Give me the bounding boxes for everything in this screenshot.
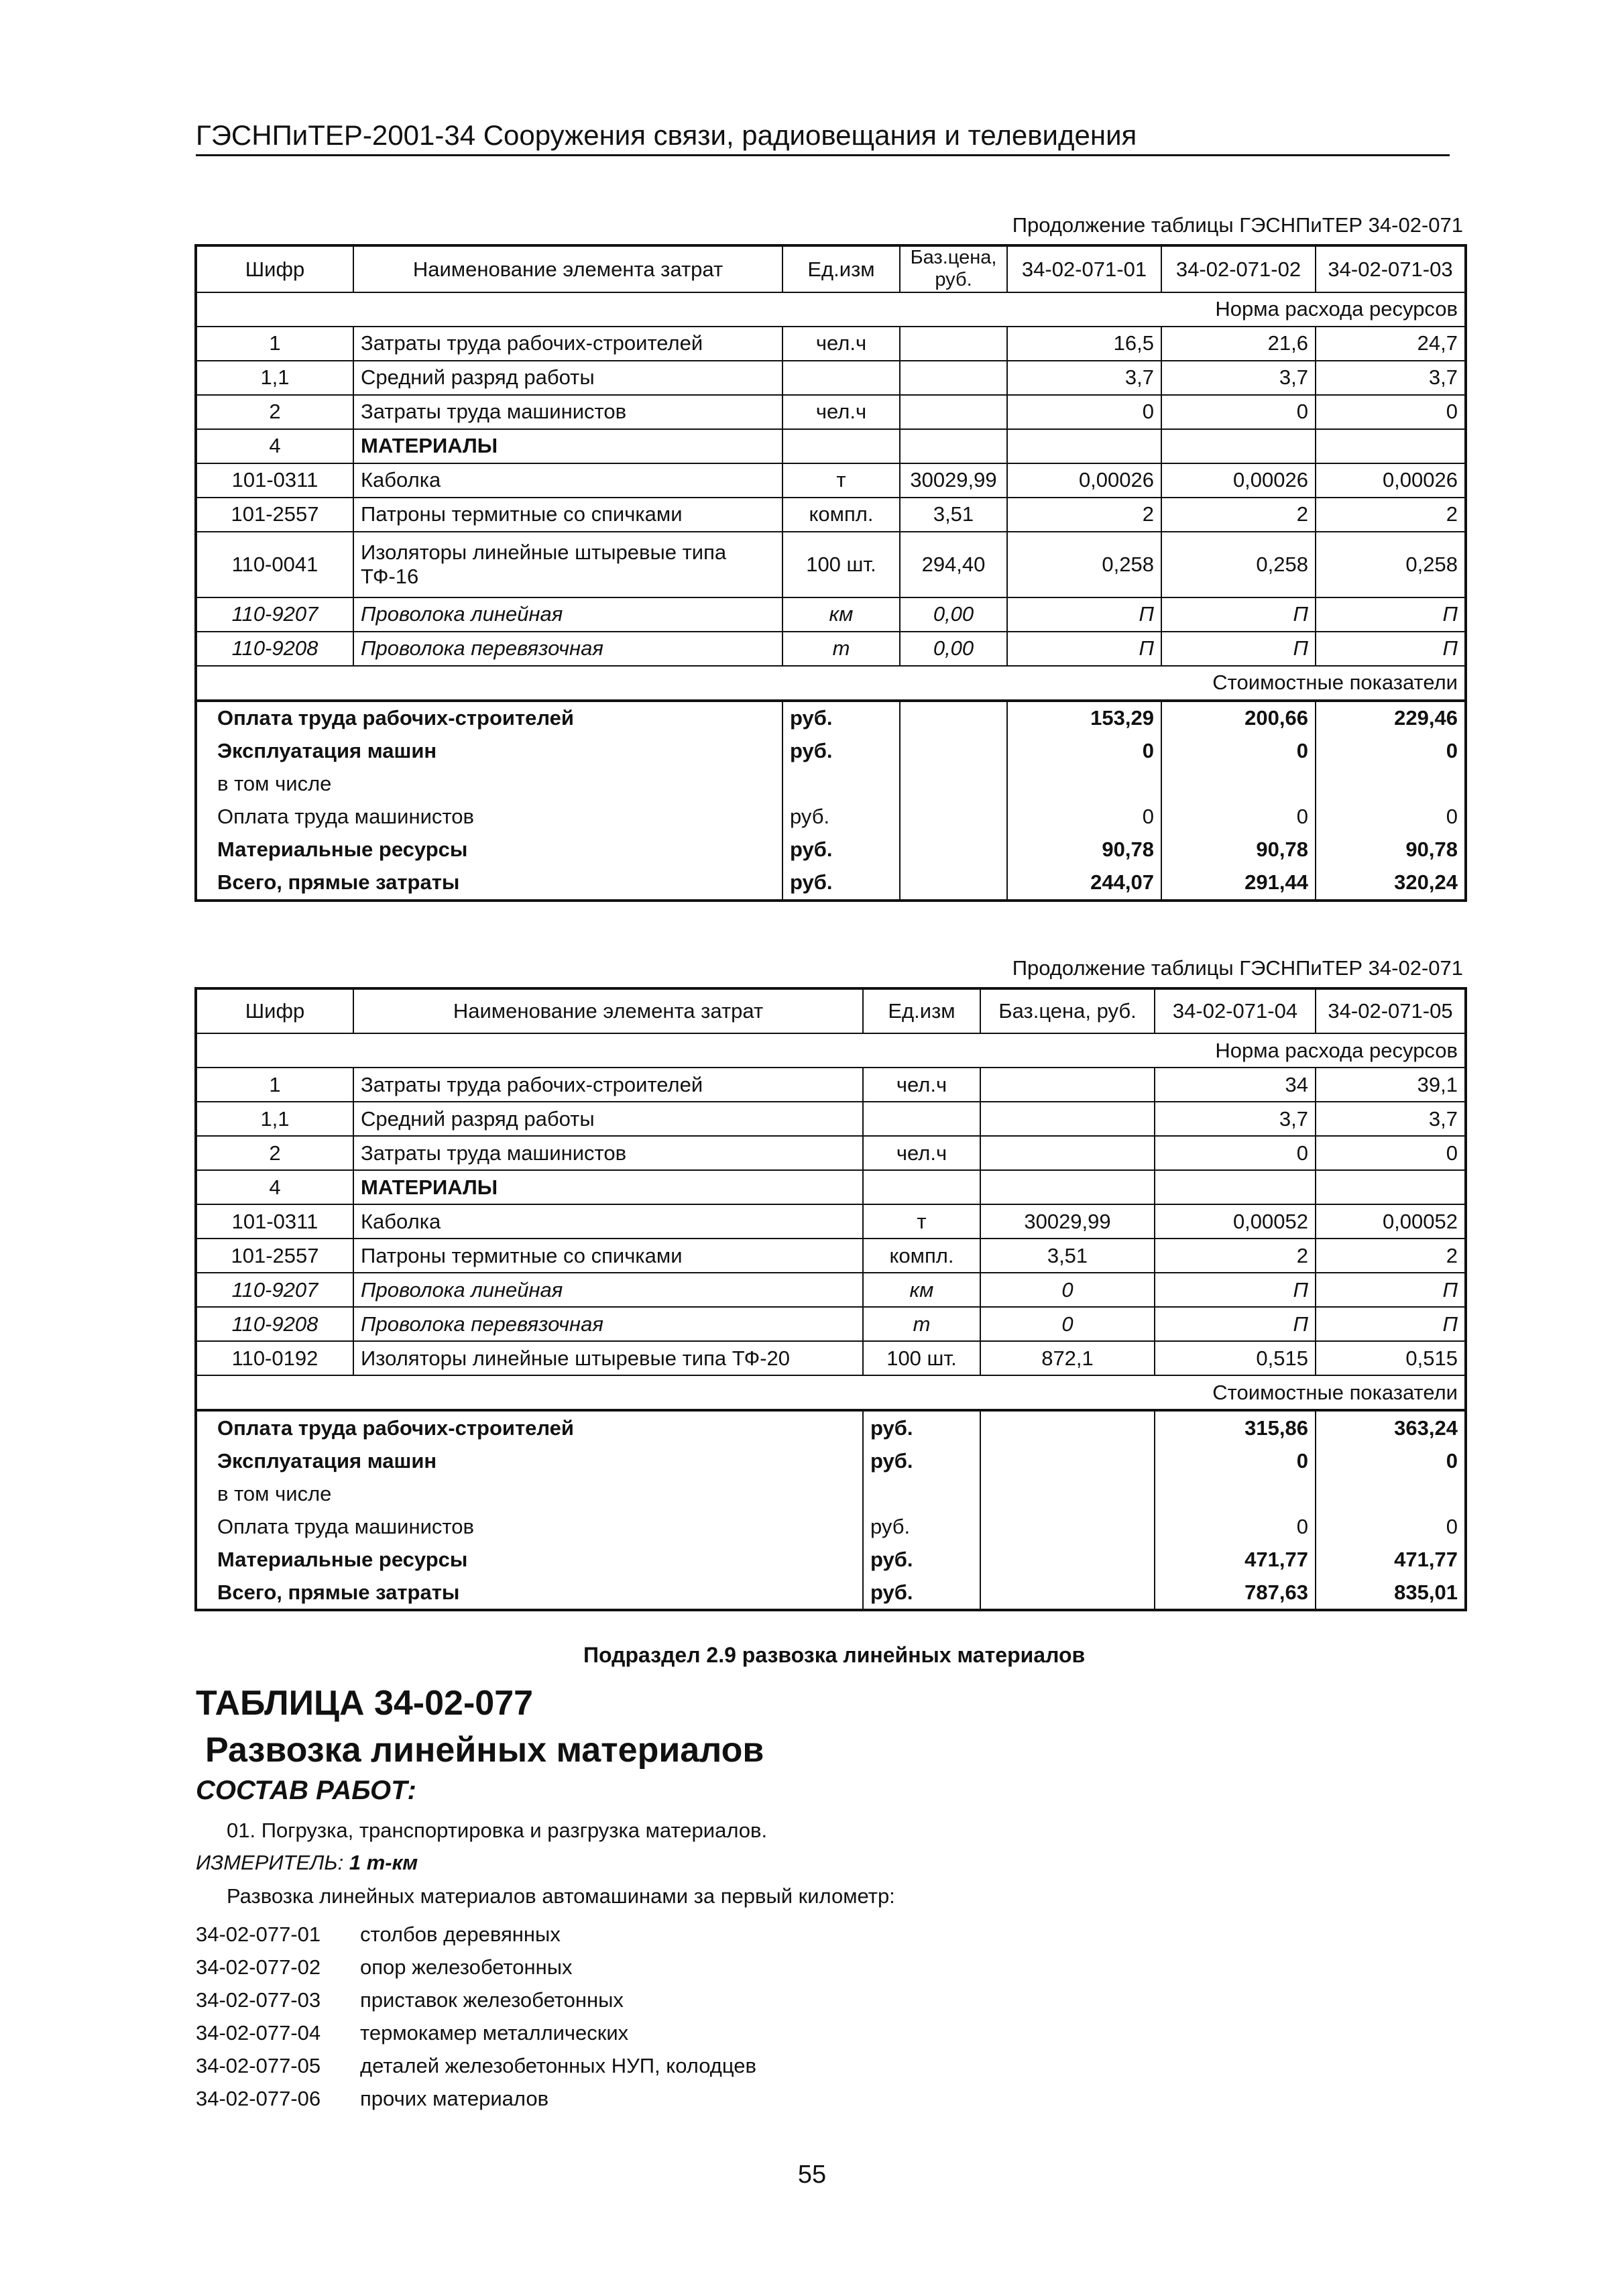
table-name-heading: Развозка линейных материалов (205, 1731, 764, 1770)
summary-value: 90,78 (1316, 834, 1466, 866)
list-item (196, 2016, 756, 2049)
table-row (196, 1068, 1466, 1102)
item-desc: опор железобетонных (360, 1955, 573, 1979)
summary-unit: руб. (782, 834, 900, 866)
summary-row (196, 768, 1466, 801)
row-value (1316, 429, 1466, 463)
row-name: Патроны термитные со спичками (353, 498, 782, 532)
table-id-heading: ТАБЛИЦА 34-02-077 (196, 1684, 534, 1723)
summary-name: Материальные ресурсы (217, 1547, 468, 1571)
summary-name: Оплата труда машинистов (217, 805, 474, 829)
row-value: 3,7 (1316, 361, 1466, 395)
row-value: 39,1 (1316, 1068, 1466, 1102)
row-unit: т (863, 1204, 980, 1239)
row-value: 3,7 (1161, 361, 1316, 395)
list-item (196, 2082, 756, 2115)
row-unit (782, 429, 900, 463)
row-code: 2 (196, 1136, 353, 1170)
row-code: 1,1 (196, 1102, 353, 1136)
item-desc: приставок железобетонных (360, 1988, 624, 2012)
summary-row (196, 866, 1466, 901)
table2-header-name: Наименование элемента затрат (353, 988, 863, 1033)
summary-price (900, 701, 1007, 735)
summary-value (1316, 768, 1466, 801)
summary-value: 229,46 (1316, 701, 1466, 735)
row-code: 1 (196, 1068, 353, 1102)
row-value: 2 (1316, 498, 1466, 532)
row-name: Проволока перевязочная (353, 1307, 863, 1341)
summary-value: 0 (1155, 1510, 1316, 1543)
table1-header-row (196, 245, 1466, 292)
summary-unit: руб. (782, 701, 900, 735)
row-code: 110-9207 (196, 597, 353, 632)
summary-value: 315,86 (1155, 1410, 1316, 1444)
row-name: Проволока перевязочная (353, 632, 782, 666)
row-value: 2 (1007, 498, 1161, 532)
summary-value (1161, 768, 1316, 801)
summary-price (900, 834, 1007, 866)
table2-header-row (196, 988, 1466, 1033)
row-code: 4 (196, 429, 353, 463)
summary-value: 471,77 (1316, 1543, 1466, 1576)
row-value: 0,00052 (1155, 1204, 1316, 1239)
summary-value: 0 (1155, 1444, 1316, 1477)
item-desc: столбов деревянных (360, 1922, 561, 1946)
row-code: 101-2557 (196, 1239, 353, 1273)
table1-caption: Продолжение таблицы ГЭСНПиТЕР 34-02-071 (1012, 213, 1463, 237)
row-unit: т (782, 632, 900, 666)
summary-name: Оплата труда рабочих-строителей (196, 1410, 863, 1444)
list-item (196, 1951, 756, 1984)
summary-name: Эксплуатация машин (217, 1448, 437, 1473)
table-row (196, 1307, 1466, 1341)
table-row (196, 1341, 1466, 1375)
summary-value: 363,24 (1316, 1410, 1466, 1444)
row-value: 34 (1155, 1068, 1316, 1102)
summary-unit: руб. (863, 1444, 980, 1477)
item-desc: прочих материалов (360, 2086, 549, 2110)
row-value: 0 (1161, 395, 1316, 429)
works-label: СОСТАВ РАБОТ: (196, 1776, 416, 1805)
summary-name: Материальные ресурсы (217, 838, 468, 862)
row-name: Изоляторы линейные штыревые типа ТФ-20 (353, 1341, 863, 1375)
summary-price (980, 1510, 1155, 1543)
row-unit: чел.ч (782, 395, 900, 429)
row-unit: чел.ч (863, 1136, 980, 1170)
table1-header-code: Шифр (196, 245, 353, 292)
row-name: Проволока линейная (353, 597, 782, 632)
row-name: МАТЕРИАЛЫ (353, 429, 782, 463)
row-code: 101-0311 (196, 1204, 353, 1239)
row-value (1155, 1170, 1316, 1204)
row-value: 21,6 (1161, 327, 1316, 361)
summary-row (196, 1510, 1466, 1543)
summary-unit: руб. (863, 1410, 980, 1444)
summary-row (196, 1410, 1466, 1444)
table1 (194, 244, 1467, 902)
row-value: 0,00026 (1161, 463, 1316, 498)
row-value: 0,515 (1316, 1341, 1466, 1375)
row-price (900, 429, 1007, 463)
row-value: 0 (1155, 1136, 1316, 1170)
summary-price (900, 866, 1007, 901)
row-name: МАТЕРИАЛЫ (353, 1170, 863, 1204)
row-price: 3,51 (980, 1239, 1155, 1273)
section-label: Норма расхода ресурсов (196, 1033, 1466, 1068)
row-price: 0,00 (900, 597, 1007, 632)
summary-unit: руб. (782, 801, 900, 834)
row-unit (863, 1170, 980, 1204)
row-name: Затраты труда рабочих-строителей (353, 1068, 863, 1102)
row-value: 0,258 (1007, 532, 1161, 597)
row-name: Изоляторы линейные штыревые типа ТФ-16 (353, 532, 782, 597)
row-name: Средний разряд работы (353, 1102, 863, 1136)
table1-section-norm (196, 292, 1466, 327)
row-value: П (1155, 1273, 1316, 1307)
summary-value (1316, 1477, 1466, 1510)
row-value: 3,7 (1007, 361, 1161, 395)
row-value: П (1161, 597, 1316, 632)
item-desc: деталей железобетонных НУП, колодцев (360, 2053, 756, 2077)
table-row (196, 1102, 1466, 1136)
row-unit: т (863, 1307, 980, 1341)
table-row (196, 1204, 1466, 1239)
summary-row (196, 1477, 1466, 1510)
table2-header-code: Шифр (196, 988, 353, 1033)
summary-value: 0 (1316, 801, 1466, 834)
row-price (900, 395, 1007, 429)
row-price (900, 327, 1007, 361)
row-unit (863, 1102, 980, 1136)
row-value: П (1155, 1307, 1316, 1341)
table-row (196, 463, 1466, 498)
summary-value: 0 (1161, 735, 1316, 768)
section-label: Стоимостные показатели (196, 666, 1466, 701)
summary-row (196, 801, 1466, 834)
row-value: 0 (1007, 395, 1161, 429)
section-label: Стоимостные показатели (196, 1375, 1466, 1410)
summary-price (980, 1477, 1155, 1510)
row-unit: 100 шт. (863, 1341, 980, 1375)
summary-value: 200,66 (1161, 701, 1316, 735)
row-code: 110-0192 (196, 1341, 353, 1375)
summary-name: Оплата труда рабочих-строителей (196, 701, 782, 735)
intro-text: Развозка линейных материалов автомашинами за первый километр: (227, 1884, 895, 1908)
summary-value: 291,44 (1161, 866, 1316, 901)
summary-value: 0 (1161, 801, 1316, 834)
row-name: Средний разряд работы (353, 361, 782, 395)
row-value: 2 (1155, 1239, 1316, 1273)
table2-header-col2: 34-02-071-05 (1316, 988, 1466, 1033)
summary-unit (782, 768, 900, 801)
table-row (196, 597, 1466, 632)
summary-unit: руб. (863, 1543, 980, 1576)
summary-row (196, 701, 1466, 735)
table1-header-col3: 34-02-071-03 (1316, 245, 1466, 292)
summary-value: 320,24 (1316, 866, 1466, 901)
summary-name: Эксплуатация машин (217, 739, 437, 763)
summary-value: 90,78 (1161, 834, 1316, 866)
item-code: 34-02-077-06 (196, 2086, 321, 2110)
row-value: 0,258 (1316, 532, 1466, 597)
subsection-heading: Подраздел 2.9 развозка линейных материалов (583, 1643, 1086, 1667)
summary-unit: руб. (863, 1576, 980, 1610)
table-row (196, 1136, 1466, 1170)
row-value: 0,00052 (1316, 1204, 1466, 1239)
summary-price (980, 1444, 1155, 1477)
summary-value: 0 (1316, 735, 1466, 768)
table-row (196, 1273, 1466, 1307)
row-name: Каболка (353, 463, 782, 498)
row-unit: чел.ч (863, 1068, 980, 1102)
summary-row (196, 735, 1466, 768)
table2-section-norm (196, 1033, 1466, 1068)
table2 (194, 987, 1467, 1611)
summary-name: Всего, прямые затраты (217, 870, 460, 895)
row-value: 0,258 (1161, 532, 1316, 597)
row-code: 110-9208 (196, 1307, 353, 1341)
row-value: П (1316, 1307, 1466, 1341)
row-value: 2 (1161, 498, 1316, 532)
row-name: Патроны термитные со спичками (353, 1239, 863, 1273)
meter-label: ИЗМЕРИТЕЛЬ: (196, 1851, 344, 1874)
table1-header-name: Наименование элемента затрат (353, 245, 782, 292)
summary-price (980, 1543, 1155, 1576)
row-price: 872,1 (980, 1341, 1155, 1375)
row-code: 101-0311 (196, 463, 353, 498)
row-code: 2 (196, 395, 353, 429)
table2-caption: Продолжение таблицы ГЭСНПиТЕР 34-02-071 (1012, 956, 1463, 980)
row-value (1316, 1170, 1466, 1204)
row-value: 0,00026 (1007, 463, 1161, 498)
row-value: 0 (1316, 395, 1466, 429)
summary-price (900, 735, 1007, 768)
summary-value (1155, 1477, 1316, 1510)
row-unit: чел.ч (782, 327, 900, 361)
row-value: П (1007, 597, 1161, 632)
summary-value: 0 (1316, 1510, 1466, 1543)
summary-value: 787,63 (1155, 1576, 1316, 1610)
summary-name: в том числе (217, 1481, 332, 1505)
summary-row (196, 1543, 1466, 1576)
summary-value: 90,78 (1007, 834, 1161, 866)
summary-value: 0 (1316, 1444, 1466, 1477)
row-price: 30029,99 (900, 463, 1007, 498)
row-unit: компл. (863, 1239, 980, 1273)
table-row (196, 1170, 1466, 1204)
summary-name: Оплата труда машинистов (217, 1514, 474, 1538)
summary-value: 244,07 (1007, 866, 1161, 901)
row-name: Затраты труда машинистов (353, 1136, 863, 1170)
row-unit: км (782, 597, 900, 632)
section-label: Норма расхода ресурсов (196, 292, 1466, 327)
summary-price (900, 768, 1007, 801)
row-unit: км (863, 1273, 980, 1307)
table-row (196, 361, 1466, 395)
row-value: П (1316, 597, 1466, 632)
row-value: 0 (1316, 1136, 1466, 1170)
page-header-title: ГЭСНПиТЕР-2001-34 Сооружения связи, радиовещания и телевидения (196, 119, 1450, 156)
table-row (196, 429, 1466, 463)
row-price (900, 361, 1007, 395)
table-row (196, 532, 1466, 597)
summary-price (980, 1576, 1155, 1610)
table2-header-col1: 34-02-071-04 (1155, 988, 1316, 1033)
row-price: 0 (980, 1307, 1155, 1341)
row-price (980, 1102, 1155, 1136)
table1-header-col1: 34-02-071-01 (1007, 245, 1161, 292)
item-code: 34-02-077-01 (196, 1922, 321, 1946)
list-item (196, 1918, 756, 1951)
row-price: 30029,99 (980, 1204, 1155, 1239)
table1-section-cost (196, 666, 1466, 701)
item-code: 34-02-077-02 (196, 1955, 321, 1979)
summary-name: в том числе (217, 772, 332, 796)
row-code: 110-9207 (196, 1273, 353, 1307)
summary-value (1007, 768, 1161, 801)
row-price: 0,00 (900, 632, 1007, 666)
row-value: 2 (1316, 1239, 1466, 1273)
row-value: П (1316, 632, 1466, 666)
summary-price (980, 1410, 1155, 1444)
table1-header-price: Баз.цена, руб. (900, 245, 1007, 292)
work-item: 01. Погрузка, транспортировка и разгрузка материалов. (227, 1819, 768, 1842)
summary-unit: руб. (782, 735, 900, 768)
row-unit (782, 361, 900, 395)
meter-line (196, 1851, 418, 1875)
row-price (980, 1068, 1155, 1102)
table1-header-col2: 34-02-071-02 (1161, 245, 1316, 292)
row-value: П (1316, 1273, 1466, 1307)
table-row (196, 1239, 1466, 1273)
summary-value: 0 (1007, 801, 1161, 834)
row-name: Затраты труда машинистов (353, 395, 782, 429)
code-list (196, 1918, 756, 2115)
row-value: 0,515 (1155, 1341, 1316, 1375)
row-code: 101-2557 (196, 498, 353, 532)
row-price: 0 (980, 1273, 1155, 1307)
row-name: Проволока линейная (353, 1273, 863, 1307)
row-value: 3,7 (1316, 1102, 1466, 1136)
list-item (196, 2049, 756, 2082)
row-name: Каболка (353, 1204, 863, 1239)
table2-section-cost (196, 1375, 1466, 1410)
page-number: 55 (797, 2161, 827, 2189)
row-value (1007, 429, 1161, 463)
row-price (980, 1170, 1155, 1204)
row-value: 0,00026 (1316, 463, 1466, 498)
table-row (196, 632, 1466, 666)
item-desc: термокамер металлических (360, 2020, 629, 2045)
summary-value: 835,01 (1316, 1576, 1466, 1610)
row-value: 3,7 (1155, 1102, 1316, 1136)
row-value: П (1161, 632, 1316, 666)
table1-header-unit: Ед.изм (782, 245, 900, 292)
row-value: 16,5 (1007, 327, 1161, 361)
summary-row (196, 834, 1466, 866)
table2-header-price: Баз.цена, руб. (980, 988, 1155, 1033)
summary-row (196, 1576, 1466, 1610)
row-price: 3,51 (900, 498, 1007, 532)
row-code: 1 (196, 327, 353, 361)
table-row (196, 498, 1466, 532)
row-price (980, 1136, 1155, 1170)
summary-value: 153,29 (1007, 701, 1161, 735)
table-row (196, 395, 1466, 429)
summary-value: 0 (1007, 735, 1161, 768)
row-value (1161, 429, 1316, 463)
summary-value: 471,77 (1155, 1543, 1316, 1576)
row-unit: компл. (782, 498, 900, 532)
row-code: 110-9208 (196, 632, 353, 666)
list-item (196, 1984, 756, 2016)
table2-header-unit: Ед.изм (863, 988, 980, 1033)
row-unit: т (782, 463, 900, 498)
item-code: 34-02-077-04 (196, 2020, 321, 2045)
row-value: 24,7 (1316, 327, 1466, 361)
row-price: 294,40 (900, 532, 1007, 597)
summary-unit: руб. (782, 866, 900, 901)
row-code: 4 (196, 1170, 353, 1204)
row-value: П (1007, 632, 1161, 666)
item-code: 34-02-077-05 (196, 2053, 321, 2077)
table-row (196, 327, 1466, 361)
meter-value: 1 т-км (349, 1851, 418, 1874)
row-code: 1,1 (196, 361, 353, 395)
summary-price (900, 801, 1007, 834)
summary-row (196, 1444, 1466, 1477)
item-code: 34-02-077-03 (196, 1988, 321, 2012)
row-unit: 100 шт. (782, 532, 900, 597)
row-name: Затраты труда рабочих-строителей (353, 327, 782, 361)
row-code: 110-0041 (196, 532, 353, 597)
summary-name: Всего, прямые затраты (217, 1580, 460, 1604)
summary-unit (863, 1477, 980, 1510)
summary-unit: руб. (863, 1510, 980, 1543)
